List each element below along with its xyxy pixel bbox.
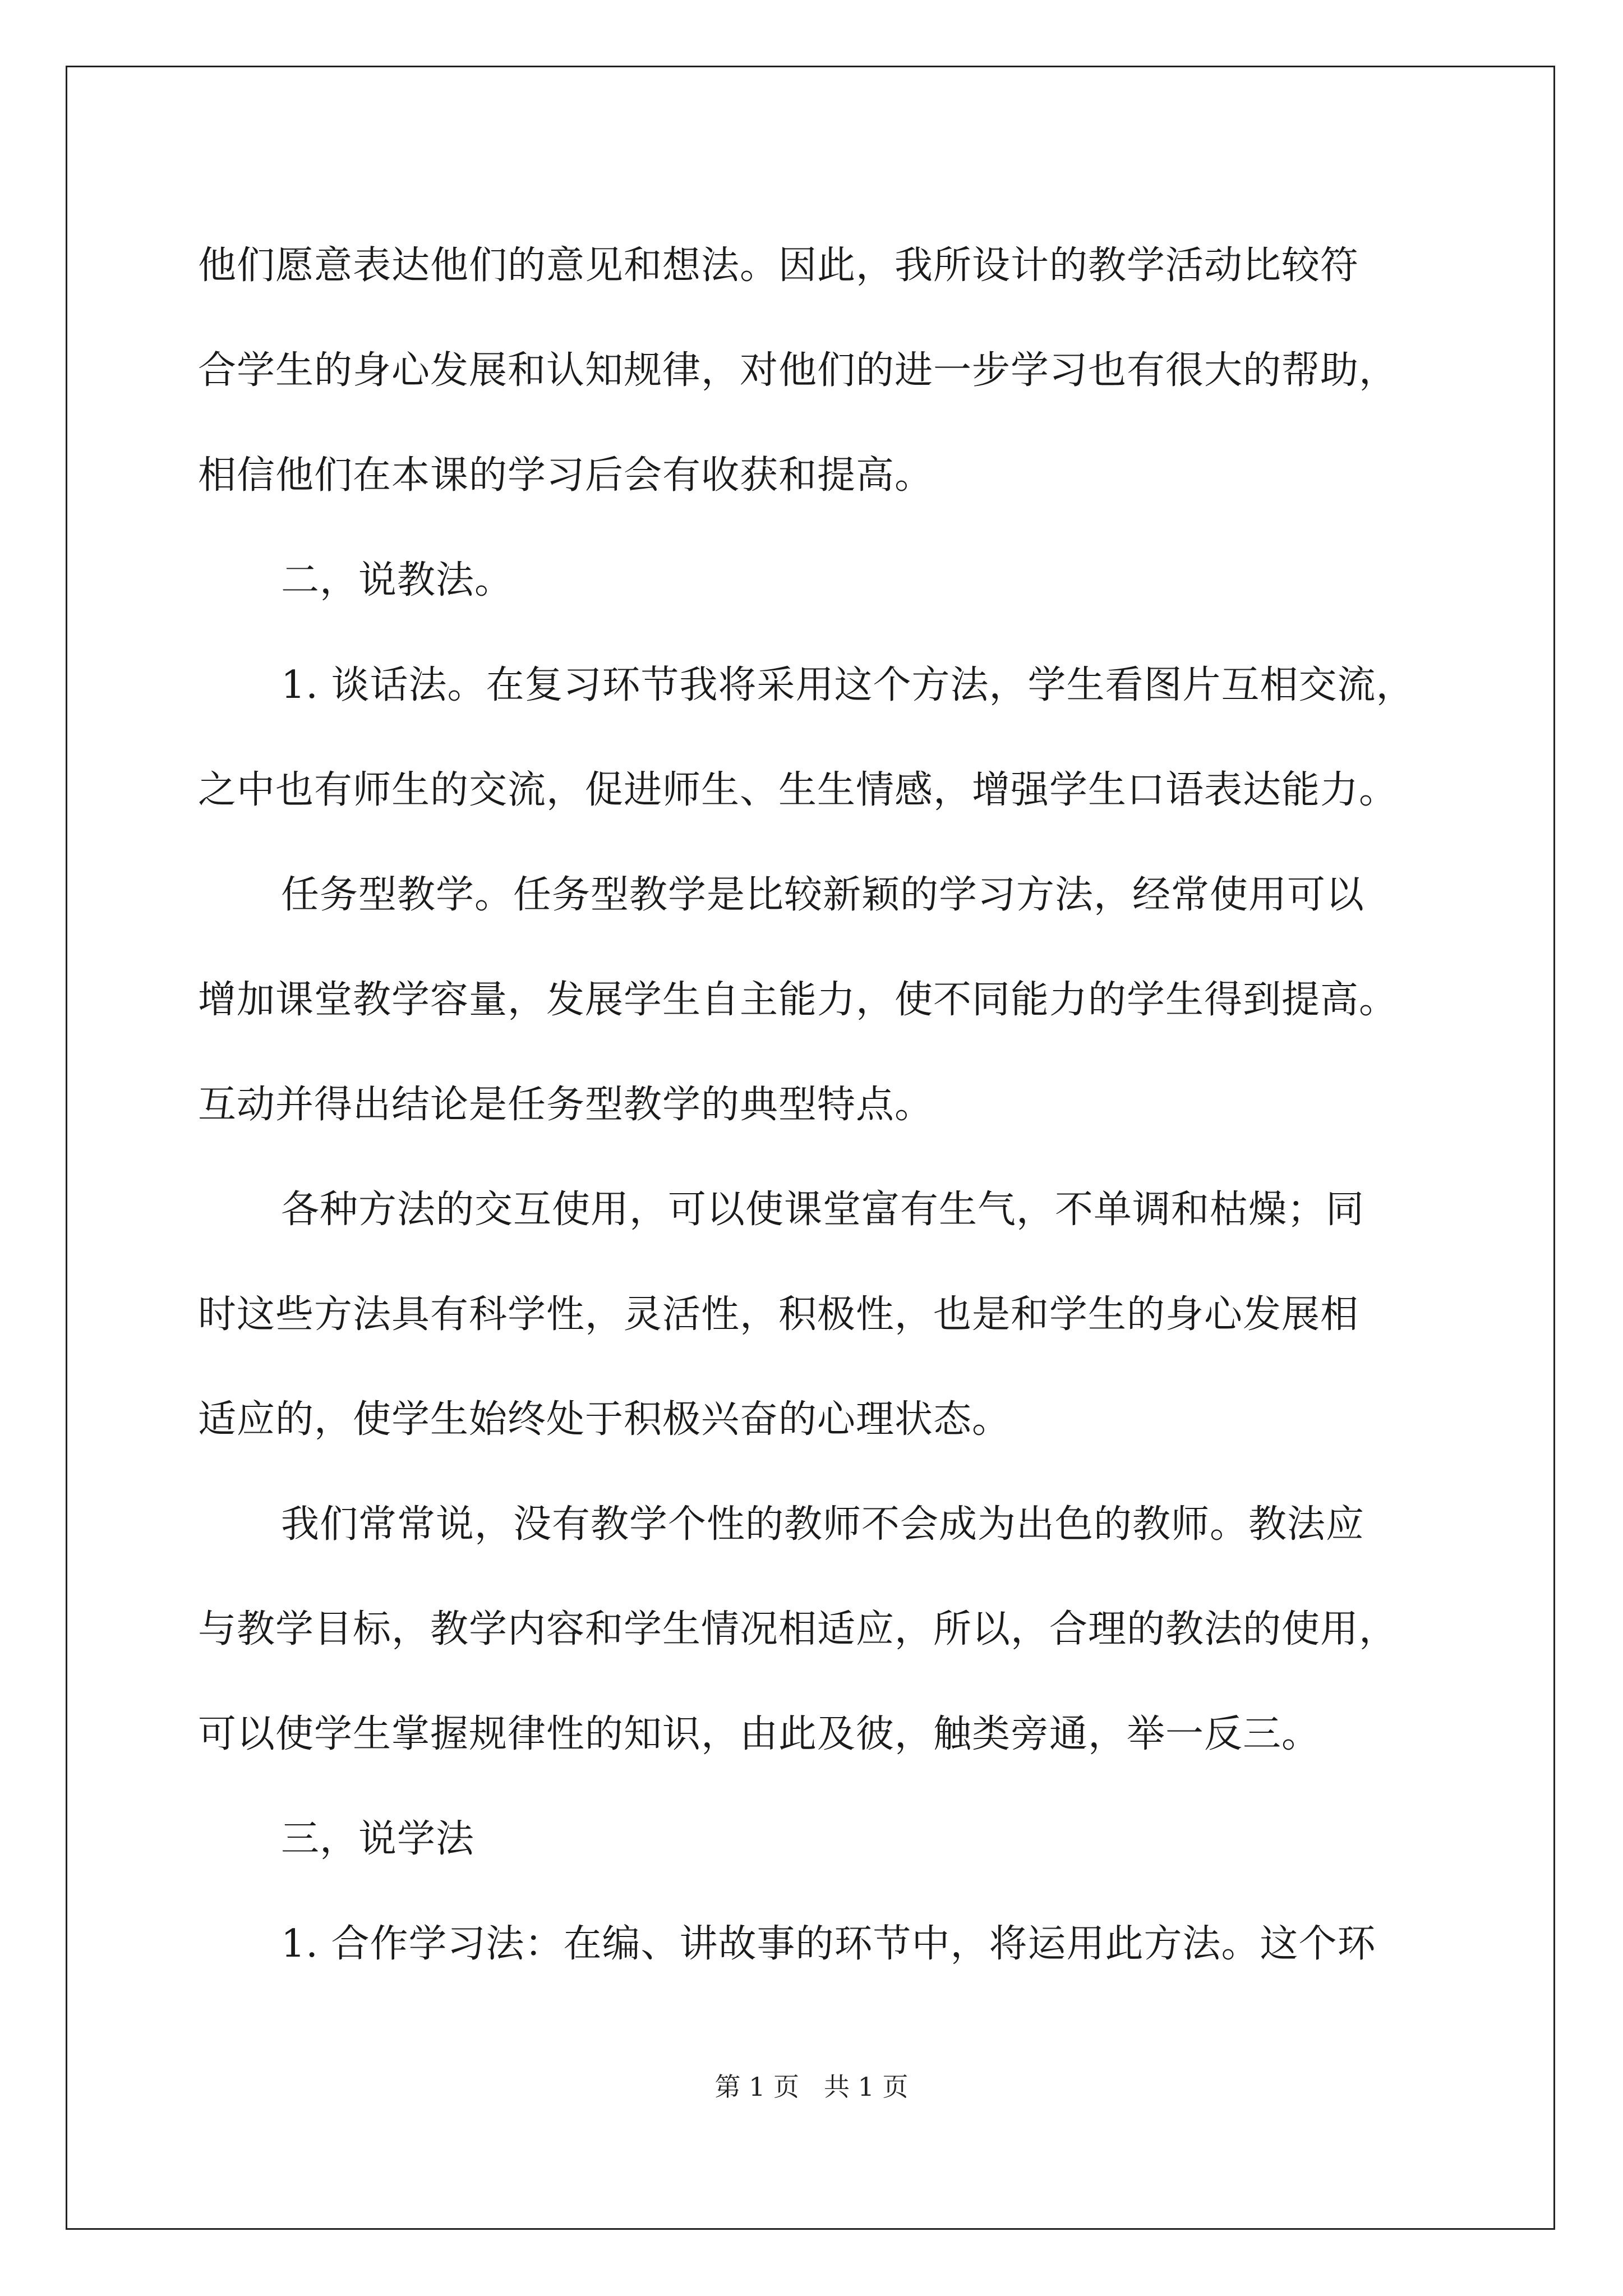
page-number: 第 1 页	[714, 2072, 799, 2102]
text-line: 他们愿意表达他们的意见和想法。因此，我所设计的教学活动比较符	[198, 243, 1359, 288]
section-heading: 三，说学法	[281, 1817, 475, 1861]
text-line: 我们常常说，没有教学个性的教师不会成为出色的教师。教法应	[281, 1502, 1365, 1547]
text-line: 各种方法的交互使用，可以使课堂富有生气，不单调和枯燥；同	[281, 1188, 1365, 1232]
text-line: 相信他们在本课的学习后会有收获和提高。	[198, 453, 934, 498]
text-line: 可以使学生掌握规律性的知识，由此及彼，触类旁通，举一反三。	[198, 1712, 1321, 1756]
section-heading: 二，说教法。	[281, 558, 514, 602]
text-line: 适应的，使学生始终处于积极兴奋的心理状态。	[198, 1397, 1011, 1442]
text-line: 1. 合作学习法：在编、讲故事的环节中，将运用此方法。这个环	[281, 1922, 1376, 1966]
text-line: 增加课堂教学容量，发展学生自主能力，使不同能力的学生得到提高。	[198, 978, 1398, 1022]
text-line: 互动并得出结论是任务型教学的典型特点。	[198, 1083, 934, 1127]
text-line: 任务型教学。任务型教学是比较新颖的学习方法，经常使用可以	[281, 873, 1365, 917]
text-line: 合学生的身心发展和认知规律，对他们的进一步学习也有很大的帮助，	[198, 348, 1398, 393]
text-line: 时这些方法具有科学性，灵活性，积极性，也是和学生的身心发展相	[198, 1292, 1359, 1337]
page-footer	[0, 2070, 1623, 2104]
text-line: 之中也有师生的交流，促进师生、生生情感，增强学生口语表达能力。	[198, 768, 1398, 812]
text-line: 1. 谈话法。在复习环节我将采用这个方法，学生看图片互相交流，	[281, 663, 1415, 707]
document-body	[198, 213, 1465, 1996]
text-line: 与教学目标，教学内容和学生情况相适应，所以，合理的教法的使用，	[198, 1607, 1398, 1651]
page-total: 共 1 页	[824, 2072, 909, 2102]
